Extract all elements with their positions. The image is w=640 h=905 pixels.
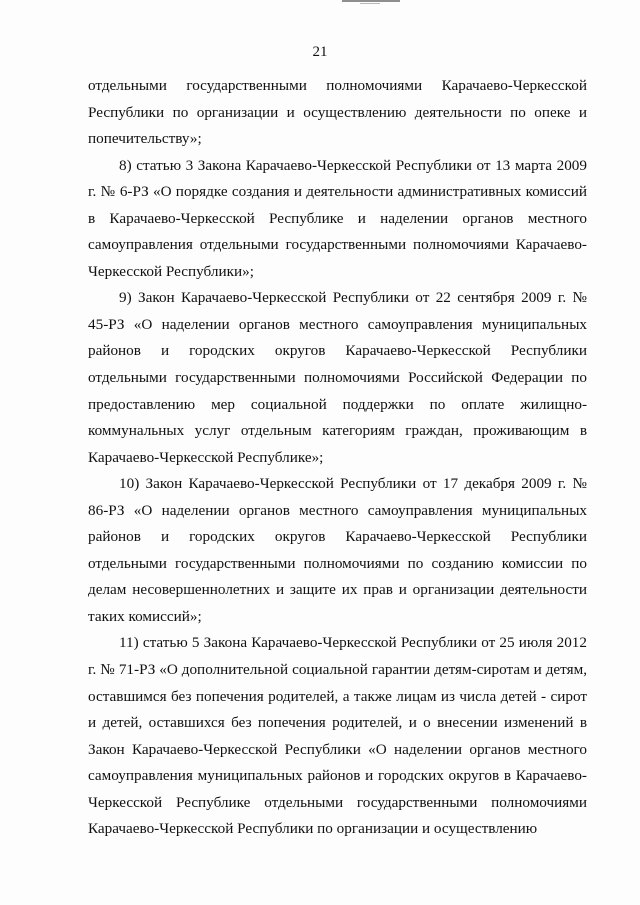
paragraph-item-11: 11) статью 5 Закона Карачаево-Черкесской Республики от 25 июля 2012 г. № 71-РЗ «О дополнительной социальной гарантии детям-сиротам и детям, оставшимся без попечения родителей, а также лицам из числа детей - сирот и детей, оставшихся без попечения родителей, и о внесении изменений в Закон Карачаево-Черкесской Республики «О наделении органов местного самоуправления муниципальных районов и городских округов в Карачаево-Черкесской Республике отдельными государственными полномочиями Карачаево-Черкесской Республики по организации и осуществлению — [88, 634, 587, 838]
scan-artifact — [360, 3, 380, 4]
scan-artifact — [342, 0, 400, 2]
page-number: 21 — [312, 44, 328, 60]
paragraph-continuation: отдельными государственными полномочиями Карачаево-Черкесской Республики по организации и осуществлению деятельности по опеке и попечительству»; — [88, 77, 587, 148]
paragraph-item-8: 8) статью 3 Закона Карачаево-Черкесской Республики от 13 марта 2009 г. № 6-РЗ «О порядке создания и деятельности административных комиссий в Карачаево-Черкесской Республике и наделении органов местного самоуправления отдельными государственными полномочиями Карачаево-Черкесской Республики»; — [88, 156, 587, 280]
paragraph-item-10: 10) Закон Карачаево-Черкесской Республики от 17 декабря 2009 г. № 86-РЗ «О наделении органов местного самоуправления муниципальных районов и городских округов Карачаево-Черкесской Республики отдельными государственными полномочиями по созданию комиссии по делам несовершеннолетних и защите их прав и организации деятельности таких комиссий»; — [88, 475, 587, 625]
document-body — [88, 73, 587, 843]
paragraph-item-9: 9) Закон Карачаево-Черкесской Республики от 22 сентября 2009 г. № 45-РЗ «О наделении органов местного самоуправления муниципальных районов и городских округов Карачаево-Черкесской Республики отдельными государственными полномочиями Российской Федерации по предоставлению мер социальной поддержки по оплате жилищно-коммунальных услуг отдельным категориям граждан, проживающим в Карачаево-Черкесской Республике»; — [88, 289, 587, 466]
